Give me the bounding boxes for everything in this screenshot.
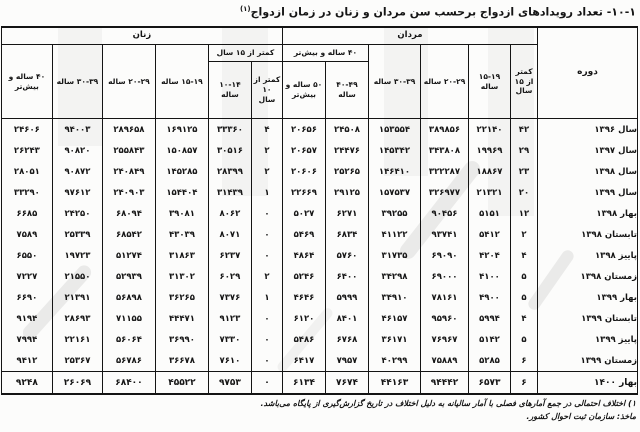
value-cell: ۱ — [251, 182, 282, 203]
value-cell: ۲۴۶۰۶ — [1, 119, 52, 141]
value-cell: ۴ — [511, 308, 538, 329]
col-header-men-15-19: ۱۵-۱۹ ساله — [469, 45, 511, 119]
group-header-women-under15: کمتر از ۱۵ سال — [208, 45, 282, 62]
value-cell: ۰ — [251, 245, 282, 266]
value-cell: ۲ — [251, 140, 282, 161]
col-header-women-20-29: ۲۰-۲۹ ساله — [102, 45, 155, 119]
value-cell: ۱۵۰۸۵۷ — [155, 140, 208, 161]
footnote-1: ۱) اختلاف احتمالی در جمع آمارهای فصلی با آمار سالیانه به دلیل اختلاف در تاریخ گزارش‌گیری از پایگاه می‌باشد. — [260, 399, 636, 408]
value-cell: ۴۶۱۵۷ — [369, 308, 421, 329]
period-cell — [538, 350, 638, 372]
table-header — [1, 27, 637, 119]
value-cell: ۴۰۲۹۹ — [369, 350, 421, 372]
value-cell: ۵۶۸۹۸ — [102, 287, 155, 308]
value-cell: ۹۴۱۲ — [1, 350, 52, 372]
group-header-men: مردان — [282, 27, 537, 45]
value-cell: ۲ — [511, 224, 538, 245]
value-cell: ۷۵۸۸۹ — [421, 350, 469, 372]
table-row — [1, 224, 637, 245]
period-cell — [538, 329, 638, 350]
table-row — [1, 350, 637, 372]
value-cell: ۷۹۵۷ — [326, 350, 369, 372]
value-cell: ۱۸۸۶۷ — [469, 161, 511, 182]
value-cell: ۲۴۴۷۶ — [326, 140, 369, 161]
header-group-row — [1, 27, 637, 45]
value-cell: ۷۶۱۰ — [208, 350, 251, 372]
value-cell: ۱۹۷۲۳ — [52, 245, 102, 266]
value-cell: ۰ — [251, 329, 282, 350]
value-cell: ۲۵۳۳۹ — [52, 224, 102, 245]
value-cell: ۳۶۲۶۵ — [155, 287, 208, 308]
value-cell: ۵۲۸۵ — [469, 350, 511, 372]
value-cell: ۲۰۶۵۶ — [282, 119, 325, 141]
value-cell: ۳۴۳۸۰۸ — [421, 140, 469, 161]
value-cell: ۵۹۹۴ — [469, 308, 511, 329]
period-label: زمستان ۱۳۹۸ — [580, 271, 637, 282]
value-cell: ۹۲۴۸ — [1, 372, 52, 395]
period-cell — [538, 308, 638, 329]
value-cell: ۲۰ — [511, 182, 538, 203]
value-cell: ۴۵۵۲۲ — [155, 372, 208, 395]
value-cell: ۳۹۲۵۵ — [369, 203, 421, 224]
value-cell: ۵۱۵۱ — [469, 203, 511, 224]
value-cell: ۲۸۹۶۵۸ — [102, 119, 155, 141]
value-cell: ۴۲ — [511, 119, 538, 141]
value-cell: ۱۵۴۴۰۴ — [155, 182, 208, 203]
value-cell: ۲۶۲۴۳ — [1, 140, 52, 161]
value-cell: ۷۹۹۴ — [1, 329, 52, 350]
value-cell: ۹۴۴۴۲ — [421, 372, 469, 395]
value-cell: ۹۳۷۴۱ — [421, 224, 469, 245]
value-cell: ۱۹۹۶۹ — [469, 140, 511, 161]
value-cell: ۹۱۹۴ — [1, 308, 52, 329]
value-cell: ۸۴۰۱ — [326, 308, 369, 329]
value-cell: ۵۰۲۷ — [282, 203, 325, 224]
value-cell: ۵ — [511, 266, 538, 287]
value-cell: ۲۵۲۶۵ — [326, 161, 369, 182]
value-cell: ۵۴۱۲ — [469, 224, 511, 245]
value-cell: ۲۹۱۲۵ — [326, 182, 369, 203]
table-row — [1, 203, 637, 224]
value-cell: ۶۲۷۱ — [326, 203, 369, 224]
value-cell: ۶۸۵۴۲ — [102, 224, 155, 245]
value-cell: ۳۴۲۹۸ — [369, 266, 421, 287]
value-cell: ۶۱۳۴ — [282, 372, 325, 395]
value-cell: ۹۵۹۶۰ — [421, 308, 469, 329]
value-cell: ۲ — [251, 266, 282, 287]
value-cell: ۶ — [511, 372, 538, 395]
group-header-women: زنان — [1, 27, 282, 45]
value-cell: ۲۲۱۴۰ — [469, 119, 511, 141]
value-cell: ۴۱۰۰ — [469, 266, 511, 287]
value-cell: ۶۶۸۵ — [1, 203, 52, 224]
value-cell: ۲۲۱۶۱ — [52, 329, 102, 350]
value-cell: ۲۴۵۰۸ — [326, 119, 369, 141]
value-cell: ۳۶۶۷۸ — [155, 350, 208, 372]
value-cell: ۱ — [251, 287, 282, 308]
table-row — [1, 182, 637, 203]
value-cell: ۳۳۳۶۰ — [208, 119, 251, 141]
value-cell: ۳۰۵۱۶ — [208, 140, 251, 161]
period-cell — [538, 140, 638, 161]
value-cell: ۲۳ — [511, 161, 538, 182]
value-cell: ۴۳۰۳۹ — [155, 224, 208, 245]
period-cell — [538, 372, 638, 395]
value-cell: ۶۷۶۸ — [326, 329, 369, 350]
period-cell — [538, 224, 638, 245]
value-cell: ۲ — [251, 161, 282, 182]
value-cell: ۳۶۹۹۰ — [155, 329, 208, 350]
value-cell: ۳۱۸۶۳ — [155, 245, 208, 266]
value-cell: ۷۸۱۶۱ — [421, 287, 469, 308]
table-row — [1, 245, 637, 266]
col-header-women-40plus: ۴۰ ساله و بیش‌تر — [1, 45, 52, 119]
value-cell: ۲۱۵۵۰ — [52, 266, 102, 287]
value-cell: ۴۹۰۰ — [469, 287, 511, 308]
value-cell: ۴ — [511, 245, 538, 266]
value-cell: ۰ — [251, 224, 282, 245]
value-cell: ۲۰۶۰۶ — [282, 161, 325, 182]
value-cell: ۲۶۰۶۹ — [52, 372, 102, 395]
table-row — [1, 329, 637, 350]
period-label: بهار ۱۴۰۰ — [594, 377, 637, 388]
value-cell: ۲۴۲۵۰ — [52, 203, 102, 224]
value-cell: ۴۴۴۷۱ — [155, 308, 208, 329]
title-text: ۱۰-۱- تعداد رویدادهای ازدواج برحسب سن مردان و زنان در زمان ازدواج — [250, 5, 636, 19]
table-row — [1, 140, 637, 161]
value-cell: ۷۳۳۰ — [208, 329, 251, 350]
period-label: بهار ۱۳۹۹ — [596, 292, 637, 303]
value-cell: ۶۱۲۰ — [282, 308, 325, 329]
col-header-men-50plus: ۵۰ ساله و بیش‌تر — [282, 62, 325, 119]
value-cell: ۹۰۴۵۶ — [421, 203, 469, 224]
col-header-men-under15: کمتر از ۱۵ سال — [511, 45, 538, 119]
value-cell: ۷۵۸۹ — [1, 224, 52, 245]
period-label: تابستان ۱۳۹۹ — [581, 313, 637, 324]
value-cell: ۹۰۸۲۰ — [52, 140, 102, 161]
value-cell: ۷۶۹۶۷ — [421, 329, 469, 350]
table-row — [1, 266, 637, 287]
col-header-period: دوره — [538, 27, 638, 119]
title-footnote-marker: (۱) — [239, 5, 251, 13]
value-cell: ۱۴۶۴۱۰ — [369, 161, 421, 182]
value-cell: ۲۵۳۶۷ — [52, 350, 102, 372]
col-header-women-15-19: ۱۵-۱۹ ساله — [155, 45, 208, 119]
value-cell: ۲۴۰۹۰۳ — [102, 182, 155, 203]
table-row — [1, 372, 637, 395]
value-cell: ۷۳۷۶ — [208, 287, 251, 308]
col-header-women-10-14: ۱۰-۱۴ ساله — [208, 62, 251, 119]
page-title — [4, 5, 636, 19]
period-label: پاییز ۱۳۹۹ — [594, 334, 637, 345]
period-label: زمستان ۱۳۹۹ — [580, 355, 637, 366]
value-cell: ۸۰۷۱ — [208, 224, 251, 245]
value-cell: ۳۲۲۲۸۷ — [421, 161, 469, 182]
table-row — [1, 308, 637, 329]
value-cell: ۹۷۵۳ — [208, 372, 251, 395]
value-cell: ۰ — [251, 203, 282, 224]
value-cell: ۶ — [511, 350, 538, 372]
value-cell: ۲۰۶۵۷ — [282, 140, 325, 161]
col-header-men-40-49: ۴۰-۴۹ ساله — [326, 62, 369, 119]
value-cell: ۰ — [251, 372, 282, 395]
value-cell: ۱۴۵۳۴۲ — [369, 140, 421, 161]
value-cell: ۱۵۷۵۳۷ — [369, 182, 421, 203]
value-cell: ۵۶۷۸۶ — [102, 350, 155, 372]
period-label: پاییز ۱۳۹۸ — [594, 250, 637, 261]
value-cell: ۹۱۲۳ — [208, 308, 251, 329]
value-cell: ۲۱۳۲۱ — [469, 182, 511, 203]
value-cell: ۳۸۹۸۵۶ — [421, 119, 469, 141]
value-cell: ۲۵۵۸۴۳ — [102, 140, 155, 161]
value-cell: ۴۸۶۴ — [282, 245, 325, 266]
group-header-men-40plus: ۴۰ ساله و بیش‌تر — [282, 45, 368, 62]
value-cell: ۳۱۷۳۵ — [369, 245, 421, 266]
period-cell — [538, 203, 638, 224]
value-cell: ۳۱۳۰۲ — [155, 266, 208, 287]
value-cell: ۵۲۴۶ — [282, 266, 325, 287]
period-label: بهار ۱۳۹۸ — [596, 208, 637, 219]
value-cell: ۳۶۱۷۱ — [369, 329, 421, 350]
value-cell: ۴۲۰۴ — [469, 245, 511, 266]
period-cell — [538, 119, 638, 141]
value-cell: ۴۶۴۶ — [282, 287, 325, 308]
value-cell: ۶۸۰۹۴ — [102, 203, 155, 224]
value-cell: ۳۳۲۹۰ — [1, 182, 52, 203]
period-label: سال ۱۳۹۹ — [594, 187, 637, 198]
value-cell: ۶۸۴۰۰ — [102, 372, 155, 395]
value-cell: ۱۶۹۱۲۵ — [155, 119, 208, 141]
period-cell — [538, 266, 638, 287]
value-cell: ۶۵۵۰ — [1, 245, 52, 266]
period-cell — [538, 245, 638, 266]
value-cell: ۳۹۰۸۱ — [155, 203, 208, 224]
period-label: سال ۱۳۹۶ — [594, 124, 637, 135]
value-cell: ۶۰۲۹ — [208, 266, 251, 287]
value-cell: ۷۱۱۵۵ — [102, 308, 155, 329]
value-cell: ۳۴۹۱۰ — [369, 287, 421, 308]
value-cell: ۲۱۳۹۱ — [52, 287, 102, 308]
value-cell: ۴۱۱۲۲ — [369, 224, 421, 245]
footnote-source: ماخذ: سازمان ثبت احوال کشور. — [526, 412, 636, 421]
value-cell: ۶۴۱۷ — [282, 350, 325, 372]
value-cell: ۶۹۰۹۰ — [421, 245, 469, 266]
value-cell: ۱۴۵۲۸۵ — [155, 161, 208, 182]
value-cell: ۰ — [251, 350, 282, 372]
period-label: سال ۱۳۹۷ — [594, 145, 637, 156]
marriage-by-age-table — [1, 26, 638, 395]
value-cell: ۶۶۹۰ — [1, 287, 52, 308]
value-cell: ۲۸۶۹۳ — [52, 308, 102, 329]
value-cell: ۶۵۷۳ — [469, 372, 511, 395]
value-cell: ۵۴۶۹ — [282, 224, 325, 245]
value-cell: ۶۸۳۴ — [326, 224, 369, 245]
col-header-women-30-39: ۳۰-۳۹ ساله — [52, 45, 102, 119]
table-row — [1, 287, 637, 308]
value-cell: ۷۶۷۴ — [326, 372, 369, 395]
value-cell: ۱۲ — [511, 203, 538, 224]
value-cell: ۵۲۹۳۹ — [102, 266, 155, 287]
value-cell: ۴ — [251, 119, 282, 141]
value-cell: ۲۸۳۹۹ — [208, 161, 251, 182]
period-cell — [538, 161, 638, 182]
value-cell: ۶۴۰۰ — [326, 266, 369, 287]
col-header-men-30-39: ۳۰-۳۹ ساله — [369, 45, 421, 119]
value-cell: ۶۹۰۰۰ — [421, 266, 469, 287]
value-cell: ۹۴۰۰۳ — [52, 119, 102, 141]
value-cell: ۴۴۱۶۳ — [369, 372, 421, 395]
value-cell: ۵ — [511, 287, 538, 308]
value-cell: ۱۵۳۵۵۴ — [369, 119, 421, 141]
value-cell: ۵ — [511, 329, 538, 350]
value-cell: ۰ — [251, 308, 282, 329]
value-cell: ۲۹ — [511, 140, 538, 161]
table-row — [1, 161, 637, 182]
col-header-women-under10: کمتر از ۱۰ سال — [251, 62, 282, 119]
value-cell: ۲۲۶۶۹ — [282, 182, 325, 203]
value-cell: ۵۱۲۷۴ — [102, 245, 155, 266]
period-cell — [538, 287, 638, 308]
value-cell: ۹۷۶۱۲ — [52, 182, 102, 203]
value-cell: ۳۱۴۳۹ — [208, 182, 251, 203]
period-label: سال ۱۳۹۸ — [594, 166, 637, 177]
value-cell: ۹۰۸۷۲ — [52, 161, 102, 182]
value-cell: ۲۴۰۸۴۹ — [102, 161, 155, 182]
value-cell: ۵۱۴۲ — [469, 329, 511, 350]
table-body — [1, 119, 637, 395]
value-cell: ۵۹۹۹ — [326, 287, 369, 308]
value-cell: ۵۶۰۶۴ — [102, 329, 155, 350]
value-cell: ۶۲۳۷ — [208, 245, 251, 266]
table-row — [1, 119, 637, 141]
col-header-men-20-29: ۲۰-۲۹ ساله — [421, 45, 469, 119]
value-cell: ۳۲۶۹۷۷ — [421, 182, 469, 203]
value-cell: ۵۷۶۰ — [326, 245, 369, 266]
period-label: تابستان ۱۳۹۸ — [581, 229, 637, 240]
value-cell: ۷۲۲۷ — [1, 266, 52, 287]
value-cell: ۵۴۸۶ — [282, 329, 325, 350]
period-cell — [538, 182, 638, 203]
value-cell: ۸۰۶۲ — [208, 203, 251, 224]
value-cell: ۲۸۰۵۱ — [1, 161, 52, 182]
